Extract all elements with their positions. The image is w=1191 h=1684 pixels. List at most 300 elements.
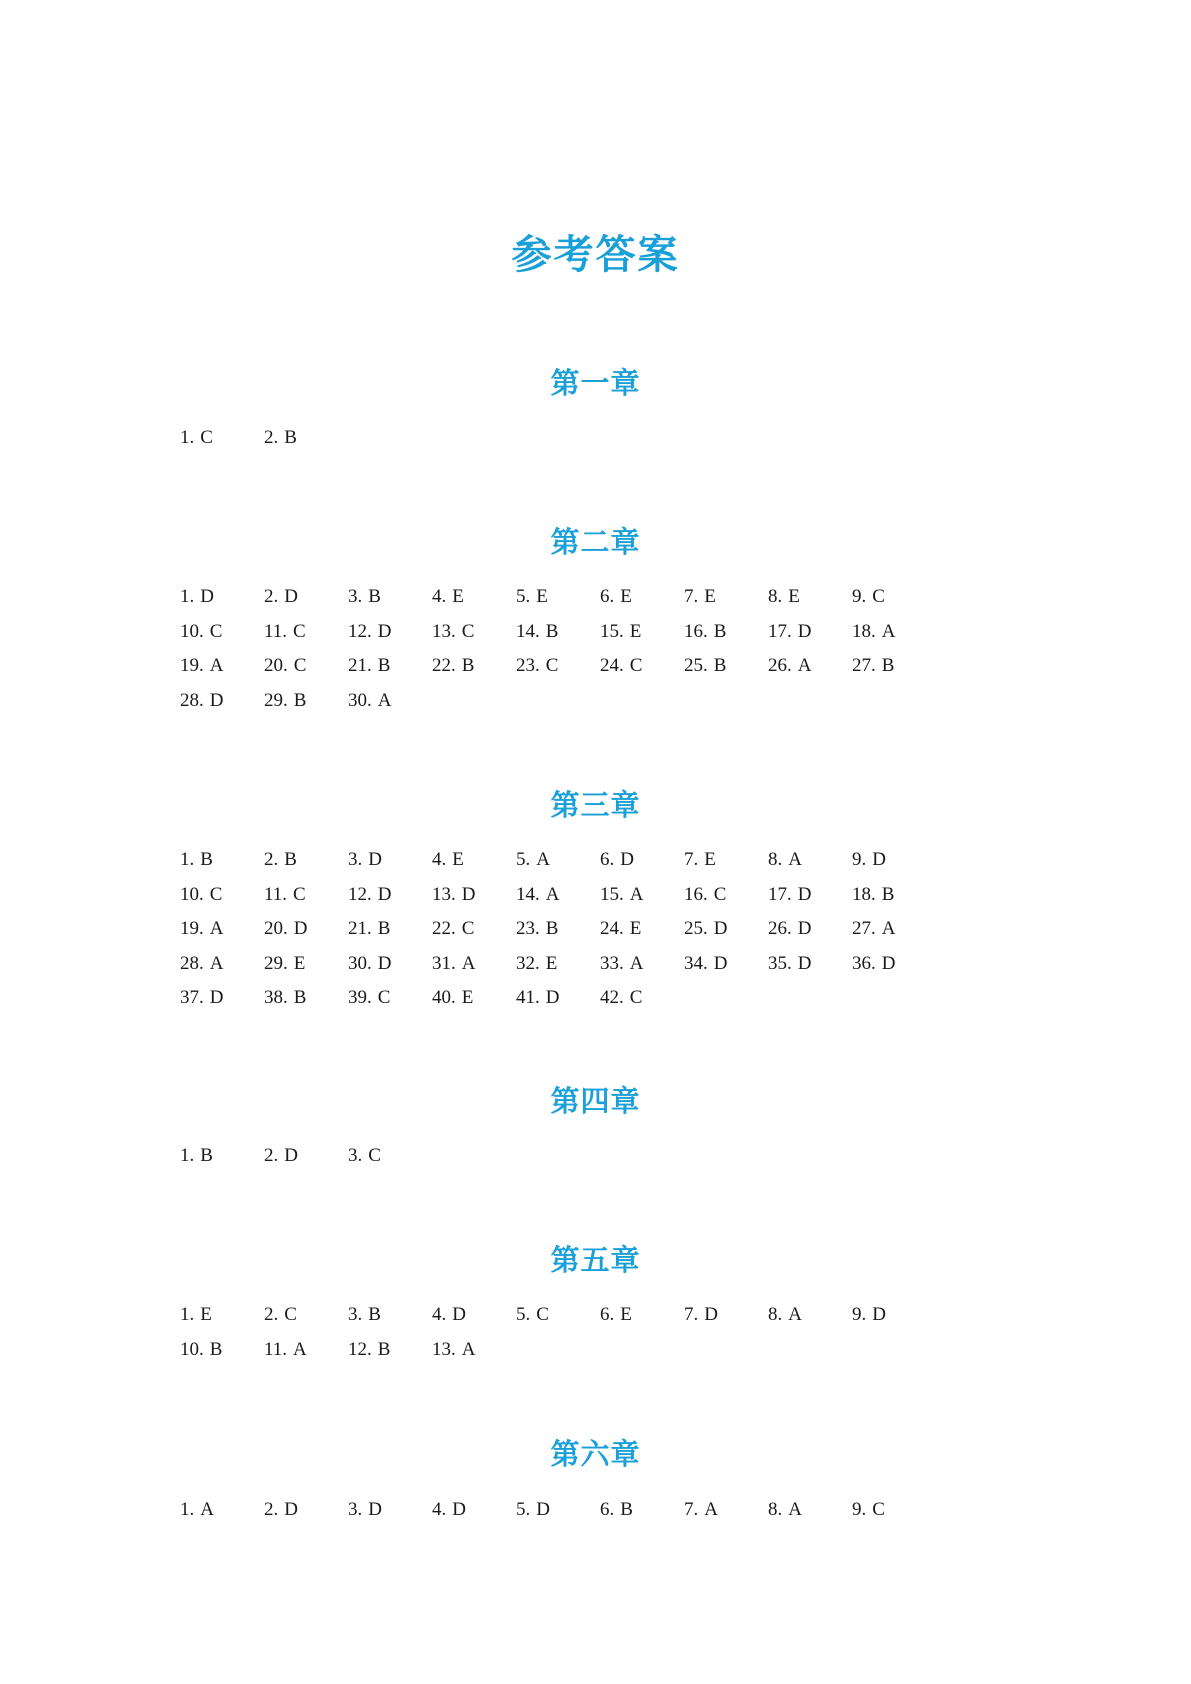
answer-list-chapter-6: [180, 1493, 980, 1528]
answer-option: C: [872, 1499, 885, 1520]
answer-option: B: [545, 918, 559, 939]
answer-item: [684, 1493, 768, 1528]
answer-option: D: [713, 952, 728, 974]
answer-option: A: [209, 918, 224, 939]
question-number: 1.: [180, 427, 195, 448]
answer-item: [180, 1493, 264, 1528]
answer-item: [180, 421, 264, 456]
question-number: 6.: [600, 849, 615, 870]
answer-item: [348, 981, 432, 1016]
answer-option: B: [209, 1338, 223, 1360]
question-number: 2.: [264, 1499, 279, 1520]
answer-item: [348, 843, 432, 878]
answer-item: [180, 843, 264, 878]
answer-option: A: [881, 918, 896, 939]
answer-item: [348, 580, 432, 615]
question-number: 22.: [432, 655, 456, 676]
answer-option: C: [209, 620, 223, 642]
answer-item: [600, 947, 684, 982]
answer-option: C: [293, 620, 306, 642]
answer-option: A: [209, 952, 224, 974]
answer-option: D: [377, 952, 392, 974]
answer-option: C: [461, 918, 475, 939]
question-number: 23.: [516, 655, 540, 676]
question-number: 7.: [684, 586, 699, 607]
answer-option: A: [881, 620, 896, 642]
answer-item: [432, 1333, 516, 1368]
answer-item: [768, 649, 852, 684]
question-number: 25.: [684, 918, 708, 939]
answer-option: D: [797, 883, 812, 905]
question-number: 3.: [348, 586, 363, 607]
answer-option: B: [377, 918, 391, 939]
answer-option: E: [536, 586, 548, 607]
answer-option: B: [545, 620, 559, 642]
answer-item: [516, 981, 600, 1016]
question-number: 7.: [684, 1499, 699, 1520]
answer-option: D: [797, 918, 812, 939]
answer-option: B: [881, 883, 895, 905]
answer-item: [852, 615, 936, 650]
answer-option: D: [797, 620, 812, 642]
answer-item: [432, 947, 516, 982]
answer-option: E: [200, 1304, 212, 1325]
answer-option: D: [284, 586, 298, 607]
answer-item: [264, 843, 348, 878]
question-number: 27.: [852, 918, 876, 939]
answer-option: A: [461, 952, 476, 974]
answer-option: E: [461, 987, 474, 1008]
answer-item: [432, 981, 516, 1016]
chapter-title-6: 第六章: [550, 1437, 641, 1472]
question-number: 5.: [516, 586, 531, 607]
answer-item: [264, 947, 348, 982]
answer-option: D: [200, 586, 214, 607]
answer-option: D: [368, 1499, 382, 1520]
question-number: 20.: [264, 655, 288, 676]
answer-item: [768, 1493, 852, 1528]
answer-option: B: [713, 655, 727, 676]
answer-item: [516, 580, 600, 615]
answer-option: D: [209, 987, 224, 1008]
question-number: 30.: [348, 689, 372, 711]
answer-item: [768, 1298, 852, 1333]
question-number: 12.: [348, 1338, 372, 1360]
answer-option: D: [881, 952, 896, 974]
question-number: 4.: [432, 586, 447, 607]
answer-item: [348, 1139, 432, 1174]
answer-option: C: [461, 620, 475, 642]
question-number: 29.: [264, 952, 288, 974]
answer-option: C: [293, 883, 306, 905]
answer-item: [768, 947, 852, 982]
answer-item: [264, 1139, 348, 1174]
answer-item: [852, 1493, 936, 1528]
answer-item: [264, 878, 348, 913]
answer-option: A: [704, 1499, 718, 1520]
answer-option: C: [209, 883, 223, 905]
question-number: 18.: [852, 883, 876, 905]
answer-option: D: [377, 620, 392, 642]
answer-option: A: [536, 849, 550, 870]
answer-option: E: [620, 1304, 632, 1325]
answer-item: [264, 421, 348, 456]
answer-item: [348, 1493, 432, 1528]
answer-item: [516, 1493, 600, 1528]
answer-item: [180, 580, 264, 615]
answer-item: [600, 580, 684, 615]
page-title: 参考答案: [511, 231, 680, 278]
question-number: 23.: [516, 918, 540, 939]
answer-item: [600, 878, 684, 913]
answer-option: A: [461, 1338, 476, 1360]
question-number: 13.: [432, 1338, 456, 1360]
answer-option: C: [545, 655, 559, 676]
answer-item: [264, 684, 348, 719]
question-number: 9.: [852, 849, 867, 870]
answer-item: [432, 615, 516, 650]
answer-item: [600, 912, 684, 947]
answer-item: [348, 684, 432, 719]
question-number: 13.: [432, 883, 456, 905]
answer-option: D: [713, 918, 728, 939]
answer-item: [348, 1333, 432, 1368]
answer-item: [432, 1493, 516, 1528]
answer-item: [684, 878, 768, 913]
answer-option: B: [293, 689, 307, 711]
question-number: 39.: [348, 987, 372, 1008]
answer-item: [348, 947, 432, 982]
question-number: 2.: [264, 586, 279, 607]
answer-item: [516, 1298, 600, 1333]
chapter-title-5: 第五章: [550, 1243, 641, 1278]
question-number: 10.: [180, 883, 204, 905]
answer-item: [432, 649, 516, 684]
chapter-title-1: 第一章: [550, 366, 641, 401]
answer-option: A: [200, 1499, 214, 1520]
question-number: 8.: [768, 1499, 783, 1520]
answer-option: E: [452, 849, 464, 870]
answer-option: B: [881, 655, 895, 676]
question-number: 13.: [432, 620, 456, 642]
answer-option: B: [377, 1338, 391, 1360]
question-number: 1.: [180, 849, 195, 870]
question-number: 37.: [180, 987, 204, 1008]
answer-item: [180, 615, 264, 650]
answer-item: [684, 947, 768, 982]
answer-item: [348, 1298, 432, 1333]
answer-option: D: [377, 883, 392, 905]
answer-item: [852, 878, 936, 913]
answer-item: [432, 912, 516, 947]
answer-option: D: [452, 1304, 466, 1325]
question-number: 42.: [600, 987, 624, 1008]
answer-option: A: [545, 883, 560, 905]
question-number: 12.: [348, 883, 372, 905]
answer-option: C: [284, 1304, 297, 1325]
question-number: 1.: [180, 1499, 195, 1520]
answer-option: B: [284, 427, 297, 448]
question-number: 12.: [348, 620, 372, 642]
answer-option: C: [713, 883, 727, 905]
answer-option: D: [368, 849, 382, 870]
answer-item: [348, 649, 432, 684]
answer-item: [852, 947, 936, 982]
question-number: 24.: [600, 655, 624, 676]
answer-item: [684, 615, 768, 650]
answer-option: B: [461, 655, 475, 676]
answer-item: [264, 649, 348, 684]
question-number: 32.: [516, 952, 540, 974]
answer-item: [600, 1298, 684, 1333]
answer-item: [264, 1493, 348, 1528]
question-number: 8.: [768, 1304, 783, 1325]
answer-option: E: [788, 586, 800, 607]
question-number: 1.: [180, 586, 195, 607]
answer-item: [768, 912, 852, 947]
answer-item: [516, 878, 600, 913]
answer-item: [684, 1298, 768, 1333]
answer-option: D: [545, 987, 560, 1008]
answer-option: D: [461, 883, 476, 905]
answer-option: C: [368, 1145, 381, 1166]
answer-option: C: [629, 655, 643, 676]
question-number: 3.: [348, 1304, 363, 1325]
answer-item: [264, 580, 348, 615]
answer-option: D: [872, 1304, 886, 1325]
question-number: 29.: [264, 689, 288, 711]
answer-option: A: [293, 1338, 307, 1360]
question-number: 3.: [348, 849, 363, 870]
question-number: 35.: [768, 952, 792, 974]
answer-item: [180, 684, 264, 719]
answer-item: [180, 912, 264, 947]
answer-option: C: [200, 427, 213, 448]
answer-option: E: [704, 586, 716, 607]
answer-option: B: [200, 849, 213, 870]
answer-option: E: [629, 918, 642, 939]
answer-option: B: [377, 655, 391, 676]
answer-option: A: [629, 952, 644, 974]
answer-item: [600, 843, 684, 878]
answer-item: [600, 615, 684, 650]
answer-option: B: [713, 620, 727, 642]
answer-option: D: [704, 1304, 718, 1325]
question-number: 11.: [264, 883, 288, 905]
question-number: 30.: [348, 952, 372, 974]
answer-option: C: [536, 1304, 549, 1325]
question-number: 7.: [684, 849, 699, 870]
question-number: 18.: [852, 620, 876, 642]
answer-option: C: [293, 655, 307, 676]
answer-item: [264, 1333, 348, 1368]
answer-option: E: [629, 620, 642, 642]
answer-item: [516, 912, 600, 947]
answer-item: [600, 649, 684, 684]
question-number: 4.: [432, 849, 447, 870]
answer-item: [516, 947, 600, 982]
question-number: 4.: [432, 1499, 447, 1520]
question-number: 26.: [768, 655, 792, 676]
question-number: 14.: [516, 883, 540, 905]
answer-item: [180, 649, 264, 684]
answer-option: A: [788, 1304, 802, 1325]
answer-item: [852, 1298, 936, 1333]
answer-option: D: [872, 849, 886, 870]
question-number: 5.: [516, 849, 531, 870]
question-number: 19.: [180, 918, 204, 939]
answer-item: [768, 878, 852, 913]
question-number: 15.: [600, 620, 624, 642]
answer-option: E: [452, 586, 464, 607]
answer-item: [600, 1493, 684, 1528]
question-number: 33.: [600, 952, 624, 974]
answer-option: D: [209, 689, 224, 711]
answer-option: B: [293, 987, 307, 1008]
answer-item: [684, 649, 768, 684]
question-number: 19.: [180, 655, 204, 676]
question-number: 16.: [684, 620, 708, 642]
answer-item: [180, 878, 264, 913]
answer-list-chapter-4: [180, 1139, 980, 1174]
question-number: 38.: [264, 987, 288, 1008]
answer-item: [768, 615, 852, 650]
answer-option: D: [452, 1499, 466, 1520]
chapter-title-4: 第四章: [550, 1084, 641, 1119]
answer-option: A: [209, 655, 224, 676]
answer-item: [180, 947, 264, 982]
question-number: 40.: [432, 987, 456, 1008]
question-number: 4.: [432, 1304, 447, 1325]
question-number: 10.: [180, 1338, 204, 1360]
answer-item: [768, 580, 852, 615]
question-number: 20.: [264, 918, 288, 939]
answer-option: E: [620, 586, 632, 607]
question-number: 6.: [600, 1499, 615, 1520]
question-number: 3.: [348, 1145, 363, 1166]
answer-option: C: [377, 987, 391, 1008]
question-number: 41.: [516, 987, 540, 1008]
question-number: 26.: [768, 918, 792, 939]
question-number: 3.: [348, 1499, 363, 1520]
answer-option: A: [797, 655, 812, 676]
question-number: 16.: [684, 883, 708, 905]
question-number: 36.: [852, 952, 876, 974]
answer-option: D: [284, 1499, 298, 1520]
answer-option: B: [368, 1304, 381, 1325]
answer-item: [180, 981, 264, 1016]
question-number: 9.: [852, 586, 867, 607]
answer-option: B: [284, 849, 297, 870]
answer-option: B: [620, 1499, 633, 1520]
answer-item: [180, 1298, 264, 1333]
answer-item: [432, 1298, 516, 1333]
question-number: 17.: [768, 620, 792, 642]
question-number: 2.: [264, 427, 279, 448]
question-number: 7.: [684, 1304, 699, 1325]
answer-item: [768, 843, 852, 878]
question-number: 9.: [852, 1499, 867, 1520]
answer-item: [684, 843, 768, 878]
answer-option: E: [704, 849, 716, 870]
answer-item: [348, 615, 432, 650]
question-number: 25.: [684, 655, 708, 676]
question-number: 14.: [516, 620, 540, 642]
answer-option: D: [536, 1499, 550, 1520]
question-number: 8.: [768, 586, 783, 607]
answer-item: [852, 580, 936, 615]
answer-option: D: [293, 918, 308, 939]
question-number: 11.: [264, 1338, 288, 1360]
question-number: 9.: [852, 1304, 867, 1325]
question-number: 21.: [348, 655, 372, 676]
answer-list-chapter-5: [180, 1298, 980, 1367]
answer-item: [432, 843, 516, 878]
question-number: 8.: [768, 849, 783, 870]
answer-list-chapter-2: [180, 580, 980, 718]
answer-option: E: [293, 952, 306, 974]
question-number: 6.: [600, 586, 615, 607]
question-number: 34.: [684, 952, 708, 974]
chapter-title-2: 第二章: [550, 525, 641, 560]
answer-item: [264, 1298, 348, 1333]
answer-option: C: [872, 586, 885, 607]
answer-item: [852, 649, 936, 684]
question-number: 1.: [180, 1145, 195, 1166]
answer-option: B: [200, 1145, 213, 1166]
question-number: 21.: [348, 918, 372, 939]
answer-item: [852, 912, 936, 947]
answer-item: [600, 981, 684, 1016]
question-number: 27.: [852, 655, 876, 676]
question-number: 1.: [180, 1304, 195, 1325]
answer-item: [348, 912, 432, 947]
question-number: 10.: [180, 620, 204, 642]
answer-option: A: [788, 1499, 802, 1520]
answer-item: [264, 615, 348, 650]
answer-item: [432, 580, 516, 615]
answer-item: [516, 649, 600, 684]
answer-option: A: [629, 883, 644, 905]
question-number: 2.: [264, 1145, 279, 1166]
question-number: 5.: [516, 1499, 531, 1520]
chapter-title-3: 第三章: [550, 788, 641, 823]
question-number: 2.: [264, 849, 279, 870]
answer-option: E: [545, 952, 558, 974]
answer-item: [432, 878, 516, 913]
answer-item: [264, 981, 348, 1016]
answer-item: [180, 1139, 264, 1174]
answer-item: [180, 1333, 264, 1368]
question-number: 15.: [600, 883, 624, 905]
answer-item: [852, 843, 936, 878]
question-number: 22.: [432, 918, 456, 939]
question-number: 2.: [264, 1304, 279, 1325]
question-number: 31.: [432, 952, 456, 974]
answer-option: A: [788, 849, 802, 870]
question-number: 24.: [600, 918, 624, 939]
answer-item: [348, 878, 432, 913]
answer-list-chapter-3: [180, 843, 980, 1016]
answer-item: [684, 912, 768, 947]
question-number: 17.: [768, 883, 792, 905]
question-number: 28.: [180, 689, 204, 711]
answer-option: D: [284, 1145, 298, 1166]
answer-item: [684, 580, 768, 615]
answer-option: A: [377, 689, 392, 711]
answer-item: [516, 843, 600, 878]
question-number: 11.: [264, 620, 288, 642]
